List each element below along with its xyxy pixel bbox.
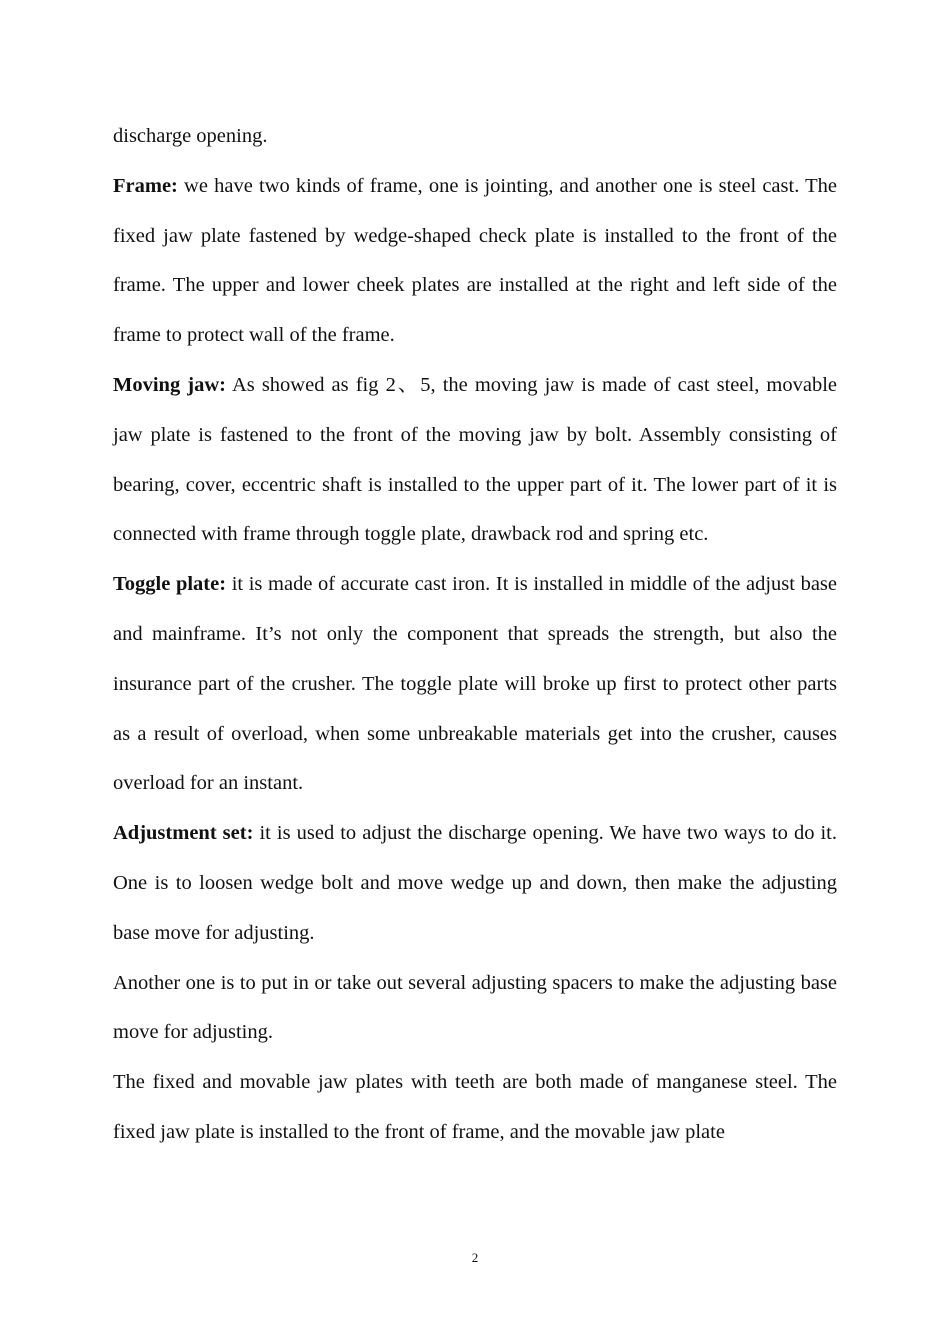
paragraph-adjustment-set bbox=[113, 809, 837, 958]
page-number: 2 bbox=[471, 1250, 479, 1265]
document-page-body bbox=[113, 112, 837, 1158]
paragraph-frame bbox=[113, 162, 837, 361]
paragraph-toggle-plate bbox=[113, 560, 837, 809]
paragraph-term: Adjustment set: bbox=[113, 822, 254, 845]
paragraph-text: we have two kinds of frame, one is jointing, and another one is steel cast. The fixed jaw plate fastened by wedge-shaped check plate is installed to the front of the frame. The upper and lower cheek plates are installed at the right and left side of the frame to protect wall of the frame. bbox=[113, 174, 837, 347]
paragraph-term: Frame: bbox=[113, 174, 178, 197]
paragraph-jaw-plates bbox=[113, 1058, 837, 1158]
paragraph-adjusting-spacers bbox=[113, 959, 837, 1059]
paragraph-text: The fixed and movable jaw plates with teeth are both made of manganese steel. The fixed jaw plate is installed to the front of frame, and the movable jaw plate bbox=[113, 1071, 837, 1143]
paragraph-text: Another one is to put in or take out several adjusting spacers to make the adjusting base move for adjusting. bbox=[113, 971, 837, 1044]
paragraph-text: it is used to adjust the discharge opening. We have two ways to do it. One is to loosen wedge bolt and move wedge up and down, then make the adjusting base move for adjusting. bbox=[113, 822, 838, 944]
paragraph-text: it is made of accurate cast iron. It is installed in middle of the adjust base and mainframe. It’s not only the component that spreads the strength, but also the insurance part of the crusher. The toggle plate will broke up first to protect other parts as a result of overload, when some unbreakable materials get into the crusher, causes overload for an instant. bbox=[113, 573, 838, 795]
paragraph-text: discharge opening. bbox=[113, 125, 268, 147]
paragraph-term: Moving jaw: bbox=[113, 373, 226, 396]
paragraph-moving-jaw bbox=[113, 361, 837, 560]
paragraph-text: As showed as fig 2、5, the moving jaw is made of cast steel, movable jaw plate is fastened to the front of the moving jaw by bolt. Assembly consisting of bearing, cover, eccentric shaft is installed to the upper part of it. The lower part of it is connected with frame through toggle plate, drawback rod and spring etc. bbox=[113, 373, 837, 546]
paragraph-continuation bbox=[113, 112, 837, 162]
paragraph-term: Toggle plate: bbox=[113, 573, 227, 596]
